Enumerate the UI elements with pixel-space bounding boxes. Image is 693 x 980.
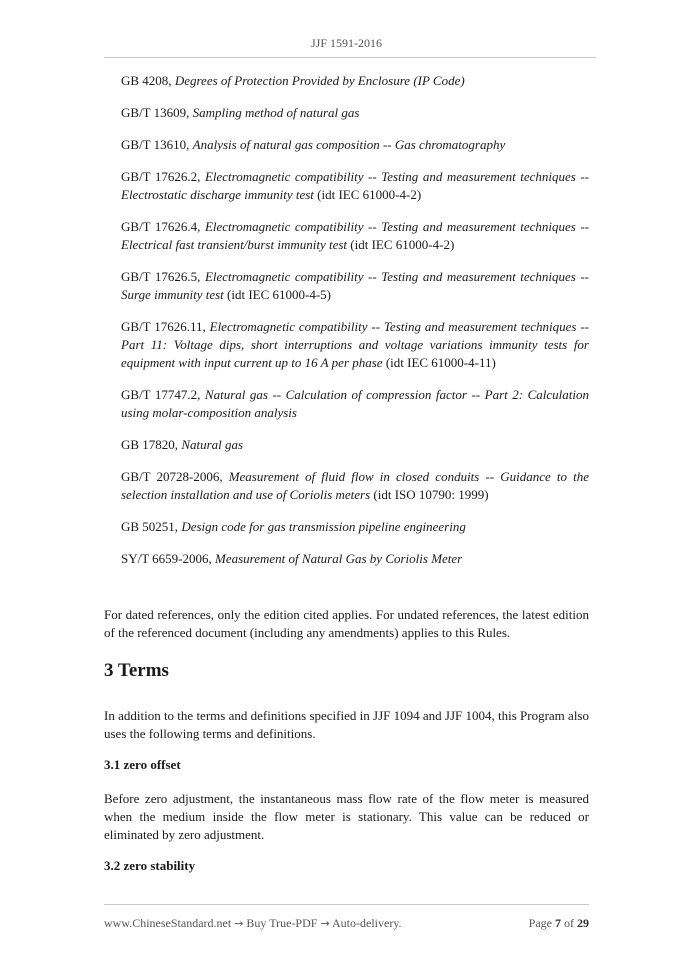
reference-code: GB/T 17747.2,: [121, 387, 205, 402]
reference-title: Degrees of Protection Provided by Enclosure (IP Code): [174, 73, 465, 88]
reference-code: GB/T 17626.5,: [121, 269, 205, 284]
term-heading-zero-offset: 3.1 zero offset: [104, 757, 181, 772]
reference-code: GB/T 17626.2,: [121, 169, 205, 184]
reference-item: [121, 268, 589, 304]
reference-code: GB/T 17626.4,: [121, 219, 205, 234]
page-label: Page: [528, 916, 552, 930]
document-code: JJF 1591-2016: [310, 36, 382, 50]
buy-pdf-link[interactable]: Buy True-PDF: [246, 916, 318, 930]
reference-suffix: (idt IEC 61000-4-2): [313, 187, 422, 202]
reference-item: [121, 218, 589, 254]
term-heading-zero-stability: 3.2 zero stability: [104, 858, 196, 873]
normative-references-list: [121, 72, 589, 582]
footer-divider: [104, 904, 589, 905]
reference-title: Electromagnetic compatibility -- Testing and measurement techniques -- Electrostatic discharge immunity test: [121, 169, 589, 202]
reference-suffix: (idt IEC 61000-4-5): [223, 287, 332, 302]
reference-code: GB/T 13610,: [121, 137, 193, 152]
reference-item: [121, 318, 589, 372]
term-definition-zero-offset: Before zero adjustment, the instantaneous mass flow rate of the flow meter is measured when the medium inside the flow meter is stationary. This value can be reduced or eliminated by zero adjustment.: [104, 791, 589, 842]
reference-code: GB/T 13609,: [121, 105, 193, 120]
reference-title: Natural gas -- Calculation of compression factor -- Part 2: Calculation using molar-composition analysis: [121, 387, 589, 420]
dated-references-note: For dated references, only the edition cited applies. For undated references, the latest edition of the referenced document (including any amendments) applies to this Rules.: [104, 607, 589, 640]
reference-item: [121, 518, 589, 536]
reference-title: Electromagnetic compatibility -- Testing and measurement techniques -- Surge immunity test: [121, 269, 589, 302]
reference-code: GB/T 20728-2006,: [121, 469, 229, 484]
page-number: [529, 916, 589, 931]
reference-suffix: (idt ISO 10790: 1999): [370, 487, 489, 502]
reference-suffix: (idt IEC 61000-4-2): [347, 237, 455, 252]
reference-title: Sampling method of natural gas: [192, 105, 360, 120]
auto-delivery-text: Auto-delivery.: [332, 916, 402, 930]
reference-item: [121, 436, 589, 454]
reference-title: Electromagnetic compatibility -- Testing and measurement techniques -- Electrical fast transient/burst immunity test: [121, 219, 589, 252]
reference-title: Analysis of natural gas composition -- Gas chromatography: [192, 137, 506, 152]
reference-item: [121, 104, 589, 122]
site-link[interactable]: www.ChineseStandard.net: [104, 916, 232, 930]
reference-code: GB/T 17626.11,: [121, 319, 210, 334]
reference-title: Electromagnetic compatibility -- Testing and measurement techniques -- Part 11: Voltage dips, short interruptions and voltage variations immunity tests for equipment with input current up to 16 A per phase: [121, 319, 589, 370]
reference-code: SY/T 6659-2006,: [121, 551, 216, 566]
reference-item: [121, 136, 589, 154]
page-current: 7: [555, 916, 561, 930]
reference-title: Measurement of Natural Gas by Coriolis Meter: [215, 551, 463, 566]
reference-title: Measurement of fluid flow in closed conduits -- Guidance to the selection installation and use of Coriolis meters: [121, 469, 589, 502]
reference-item: [121, 386, 589, 422]
reference-item: [121, 550, 589, 568]
terms-intro: In addition to the terms and definitions specified in JJF 1094 and JJF 1004, this Program also uses the following terms and definitions.: [104, 708, 589, 741]
footer-promo: [104, 916, 402, 931]
arrow-right-icon: →: [320, 917, 330, 930]
reference-code: GB 4208,: [121, 73, 175, 88]
page-of: of: [564, 916, 574, 930]
page-header: [0, 36, 693, 51]
reference-title: Design code for gas transmission pipeline engineering: [181, 519, 466, 534]
header-divider: [104, 57, 596, 58]
reference-code: GB 50251,: [121, 519, 182, 534]
reference-title: Natural gas: [181, 437, 244, 452]
page-total: 29: [577, 916, 589, 930]
reference-item: [121, 468, 589, 504]
section-heading-terms: 3 Terms: [104, 660, 169, 681]
arrow-right-icon: →: [234, 917, 244, 930]
reference-code: GB 17820,: [121, 437, 182, 452]
reference-item: [121, 72, 589, 90]
reference-suffix: (idt IEC 61000-4-11): [382, 355, 496, 370]
reference-item: [121, 168, 589, 204]
